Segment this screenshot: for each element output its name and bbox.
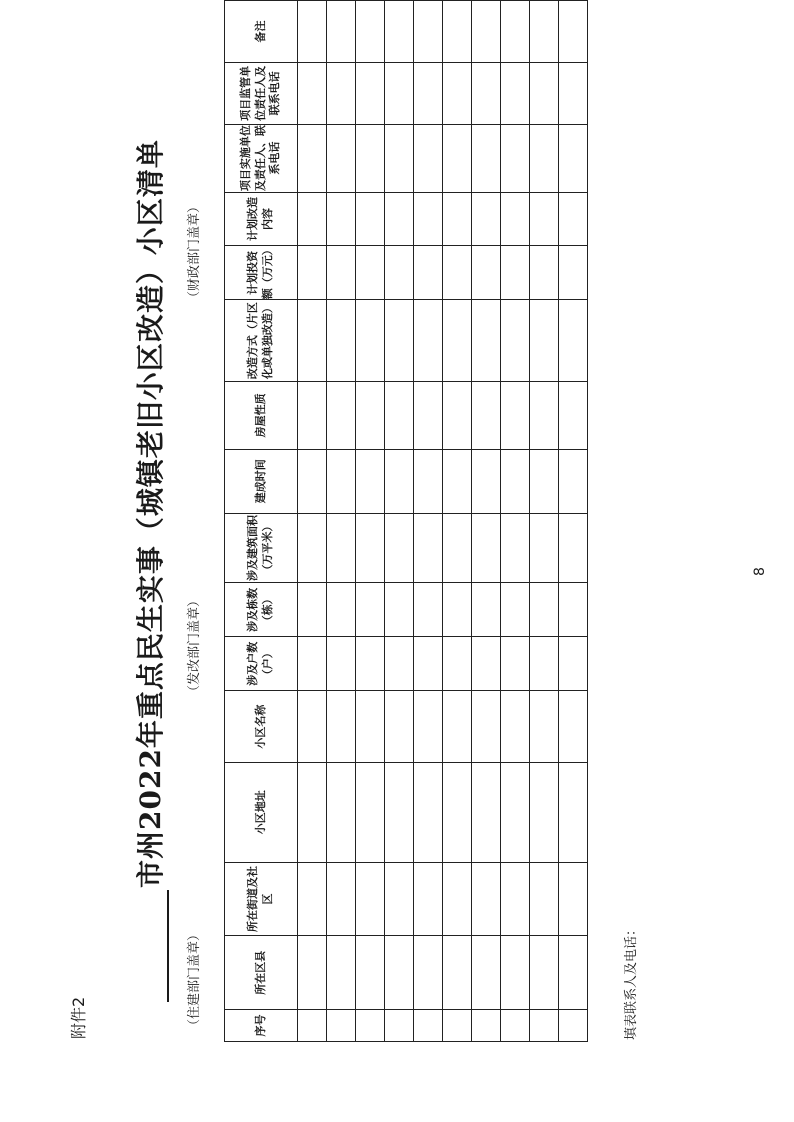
table-cell[interactable] — [356, 862, 385, 936]
table-cell[interactable] — [530, 1, 559, 63]
table-cell[interactable] — [327, 936, 356, 1010]
table-cell[interactable] — [472, 936, 501, 1010]
table-cell[interactable] — [559, 583, 588, 637]
table-cell[interactable] — [298, 513, 327, 583]
table-cell[interactable] — [356, 449, 385, 513]
table-cell[interactable] — [298, 449, 327, 513]
table-cell[interactable] — [559, 300, 588, 382]
table-cell[interactable] — [414, 862, 443, 936]
table-cell[interactable] — [356, 246, 385, 300]
table-row — [559, 1, 588, 1042]
table-cell[interactable] — [414, 192, 443, 246]
table-cell[interactable] — [385, 637, 414, 691]
table-cell[interactable] — [530, 246, 559, 300]
table-cell[interactable] — [472, 300, 501, 382]
table-cell[interactable] — [327, 583, 356, 637]
table-cell[interactable] — [414, 691, 443, 763]
table-cell[interactable] — [530, 691, 559, 763]
table-cell[interactable] — [298, 862, 327, 936]
table-cell[interactable] — [530, 862, 559, 936]
table-cell[interactable] — [443, 449, 472, 513]
table-cell[interactable] — [501, 124, 530, 192]
table-header-cell: 小区名称 — [225, 691, 298, 763]
table-cell[interactable] — [414, 62, 443, 124]
table-cell[interactable] — [501, 862, 530, 936]
table-cell[interactable] — [414, 1, 443, 63]
table-cell[interactable] — [501, 513, 530, 583]
table-header-cell: 涉及栋数（栋） — [225, 583, 298, 637]
table-cell[interactable] — [298, 1, 327, 63]
table-cell[interactable] — [298, 124, 327, 192]
table-cell[interactable] — [385, 862, 414, 936]
table-header-cell: 备注 — [225, 1, 298, 63]
table-cell[interactable] — [559, 382, 588, 450]
table-row — [327, 1, 356, 1042]
table-cell[interactable] — [298, 762, 327, 862]
table-cell[interactable] — [530, 513, 559, 583]
table-cell[interactable] — [443, 691, 472, 763]
table-cell[interactable] — [385, 691, 414, 763]
table-cell[interactable] — [559, 1, 588, 63]
table-row — [298, 1, 327, 1042]
table-cell[interactable] — [559, 691, 588, 763]
table-cell[interactable] — [501, 762, 530, 862]
table-cell[interactable] — [559, 762, 588, 862]
table-cell[interactable] — [530, 192, 559, 246]
table-cell[interactable] — [298, 1010, 327, 1042]
table-cell[interactable] — [385, 513, 414, 583]
table-cell[interactable] — [501, 637, 530, 691]
table-cell[interactable] — [298, 691, 327, 763]
table-cell[interactable] — [501, 691, 530, 763]
table-cell[interactable] — [327, 124, 356, 192]
table-cell[interactable] — [356, 583, 385, 637]
table-header-row — [225, 1, 298, 1042]
table-cell[interactable] — [530, 382, 559, 450]
table-cell[interactable] — [414, 124, 443, 192]
table-cell[interactable] — [356, 691, 385, 763]
table-header-cell: 计划投资额（万元） — [225, 246, 298, 300]
table-cell[interactable] — [501, 246, 530, 300]
table-cell[interactable] — [501, 1010, 530, 1042]
table-cell[interactable] — [356, 1, 385, 63]
stamp-development-dept: （发改部门盖章） — [187, 593, 202, 698]
table-cell[interactable] — [327, 192, 356, 246]
table-cell[interactable] — [443, 246, 472, 300]
table-cell[interactable] — [298, 637, 327, 691]
table-header-cell: 改造方式（片区化或单独改造） — [225, 300, 298, 382]
table-header-cell: 房屋性质 — [225, 382, 298, 450]
table-cell[interactable] — [501, 62, 530, 124]
table-cell[interactable] — [559, 936, 588, 1010]
table-cell[interactable] — [385, 1, 414, 63]
table-cell[interactable] — [298, 382, 327, 450]
table-row — [356, 1, 385, 1042]
table-cell[interactable] — [443, 192, 472, 246]
table-cell[interactable] — [472, 62, 501, 124]
table-cell[interactable] — [559, 192, 588, 246]
table-cell[interactable] — [414, 936, 443, 1010]
table-header-cell: 所在区县 — [225, 936, 298, 1010]
table-cell[interactable] — [356, 300, 385, 382]
table-cell[interactable] — [559, 449, 588, 513]
table-cell[interactable] — [443, 637, 472, 691]
table-cell[interactable] — [385, 449, 414, 513]
table-cell[interactable] — [327, 382, 356, 450]
page-title — [129, 139, 169, 1002]
table-body — [298, 1, 588, 1042]
table-cell[interactable] — [356, 382, 385, 450]
table-cell[interactable] — [559, 513, 588, 583]
table-header-cell: 计划改造内容 — [225, 192, 298, 246]
table-cell[interactable] — [414, 583, 443, 637]
table-cell[interactable] — [501, 449, 530, 513]
table-cell[interactable] — [356, 1010, 385, 1042]
table-cell[interactable] — [327, 1010, 356, 1042]
table-cell[interactable] — [327, 449, 356, 513]
table-cell[interactable] — [298, 62, 327, 124]
table-cell[interactable] — [501, 936, 530, 1010]
table-header-cell: 小区地址 — [225, 762, 298, 862]
table-cell[interactable] — [414, 449, 443, 513]
table-cell[interactable] — [472, 1, 501, 63]
table-cell[interactable] — [530, 583, 559, 637]
table-cell[interactable] — [414, 762, 443, 862]
table-cell[interactable] — [501, 192, 530, 246]
attachment-label: 附件2 — [69, 996, 88, 1039]
table-header-cell: 所在街道及社区 — [225, 862, 298, 936]
table-cell[interactable] — [472, 449, 501, 513]
table-cell[interactable] — [530, 637, 559, 691]
table-cell[interactable] — [501, 382, 530, 450]
table-cell[interactable] — [530, 62, 559, 124]
table-cell[interactable] — [443, 124, 472, 192]
table-row — [472, 1, 501, 1042]
table-cell[interactable] — [298, 583, 327, 637]
table-row — [501, 1, 530, 1042]
table-cell[interactable] — [530, 300, 559, 382]
table-cell[interactable] — [472, 246, 501, 300]
table-cell[interactable] — [356, 513, 385, 583]
table-cell[interactable] — [385, 62, 414, 124]
table-cell[interactable] — [327, 762, 356, 862]
table-cell[interactable] — [472, 192, 501, 246]
table-header-cell: 序号 — [225, 1010, 298, 1042]
table-cell[interactable] — [298, 936, 327, 1010]
table-header-cell: 涉及户数（户） — [225, 637, 298, 691]
table-cell[interactable] — [298, 300, 327, 382]
table-cell[interactable] — [414, 246, 443, 300]
table-cell[interactable] — [530, 449, 559, 513]
table-cell[interactable] — [472, 862, 501, 936]
table-cell[interactable] — [530, 124, 559, 192]
table-cell[interactable] — [385, 124, 414, 192]
table-cell[interactable] — [501, 300, 530, 382]
table-row — [414, 1, 443, 1042]
table-cell[interactable] — [559, 1010, 588, 1042]
table-cell[interactable] — [327, 62, 356, 124]
table-cell[interactable] — [530, 762, 559, 862]
table-cell[interactable] — [327, 513, 356, 583]
table-cell[interactable] — [443, 936, 472, 1010]
table-cell[interactable] — [472, 124, 501, 192]
title-text: 市州2022年重点民生实事（城镇老旧小区改造）小区清单 — [134, 139, 167, 888]
table-header-cell: 建成时间 — [225, 449, 298, 513]
table-header-cell: 项目实施单位及责任人、联系电话 — [225, 124, 298, 192]
table-cell[interactable] — [356, 936, 385, 1010]
table-cell[interactable] — [530, 1010, 559, 1042]
table-cell[interactable] — [501, 583, 530, 637]
table-cell[interactable] — [472, 691, 501, 763]
page-number: 8 — [752, 567, 768, 576]
table-header-cell: 项目监管单位责任人及联系电话 — [225, 62, 298, 124]
table-cell[interactable] — [559, 637, 588, 691]
table-cell[interactable] — [356, 62, 385, 124]
table-cell[interactable] — [414, 300, 443, 382]
table-cell[interactable] — [443, 62, 472, 124]
contact-label: 填表联系人及电话： — [624, 922, 639, 1040]
table-cell[interactable] — [472, 382, 501, 450]
table-cell[interactable] — [559, 62, 588, 124]
table-cell[interactable] — [559, 862, 588, 936]
table-cell[interactable] — [414, 1010, 443, 1042]
table-cell[interactable] — [385, 583, 414, 637]
table-row — [385, 1, 414, 1042]
table-cell[interactable] — [327, 862, 356, 936]
table-cell[interactable] — [443, 583, 472, 637]
table-cell[interactable] — [327, 691, 356, 763]
stamp-housing-dept: （住建部门盖章） — [187, 927, 202, 1032]
table-cell[interactable] — [414, 513, 443, 583]
table-cell[interactable] — [443, 300, 472, 382]
community-list-table — [224, 0, 588, 1042]
table-cell[interactable] — [327, 637, 356, 691]
table-cell[interactable] — [298, 192, 327, 246]
stamp-finance-dept: （财政部门盖章） — [187, 199, 202, 304]
table-cell[interactable] — [385, 382, 414, 450]
table-cell[interactable] — [472, 637, 501, 691]
table-cell[interactable] — [385, 300, 414, 382]
table-header-cell: 涉及建筑面积（万平米） — [225, 513, 298, 583]
table-cell[interactable] — [443, 382, 472, 450]
table-cell[interactable] — [501, 1, 530, 63]
table-cell[interactable] — [443, 1, 472, 63]
table-cell[interactable] — [443, 862, 472, 936]
table-cell[interactable] — [472, 1010, 501, 1042]
table-cell[interactable] — [356, 762, 385, 862]
table-cell[interactable] — [443, 1010, 472, 1042]
table-row — [530, 1, 559, 1042]
table-cell[interactable] — [443, 762, 472, 862]
table-cell[interactable] — [385, 246, 414, 300]
table-cell[interactable] — [327, 300, 356, 382]
table-cell[interactable] — [559, 124, 588, 192]
table-cell[interactable] — [472, 583, 501, 637]
table-cell[interactable] — [385, 762, 414, 862]
table-cell[interactable] — [298, 246, 327, 300]
table-cell[interactable] — [472, 513, 501, 583]
table-cell[interactable] — [327, 1, 356, 63]
table-cell[interactable] — [385, 936, 414, 1010]
table-cell[interactable] — [356, 124, 385, 192]
table-cell[interactable] — [414, 382, 443, 450]
table-cell[interactable] — [443, 513, 472, 583]
table-cell[interactable] — [356, 637, 385, 691]
title-blank-line — [141, 890, 169, 1002]
table-cell[interactable] — [385, 192, 414, 246]
table-cell[interactable] — [385, 1010, 414, 1042]
table-cell[interactable] — [530, 936, 559, 1010]
table-cell[interactable] — [414, 637, 443, 691]
table-cell[interactable] — [472, 762, 501, 862]
table-cell[interactable] — [327, 246, 356, 300]
table-cell[interactable] — [559, 246, 588, 300]
table-cell[interactable] — [356, 192, 385, 246]
table-row — [443, 1, 472, 1042]
